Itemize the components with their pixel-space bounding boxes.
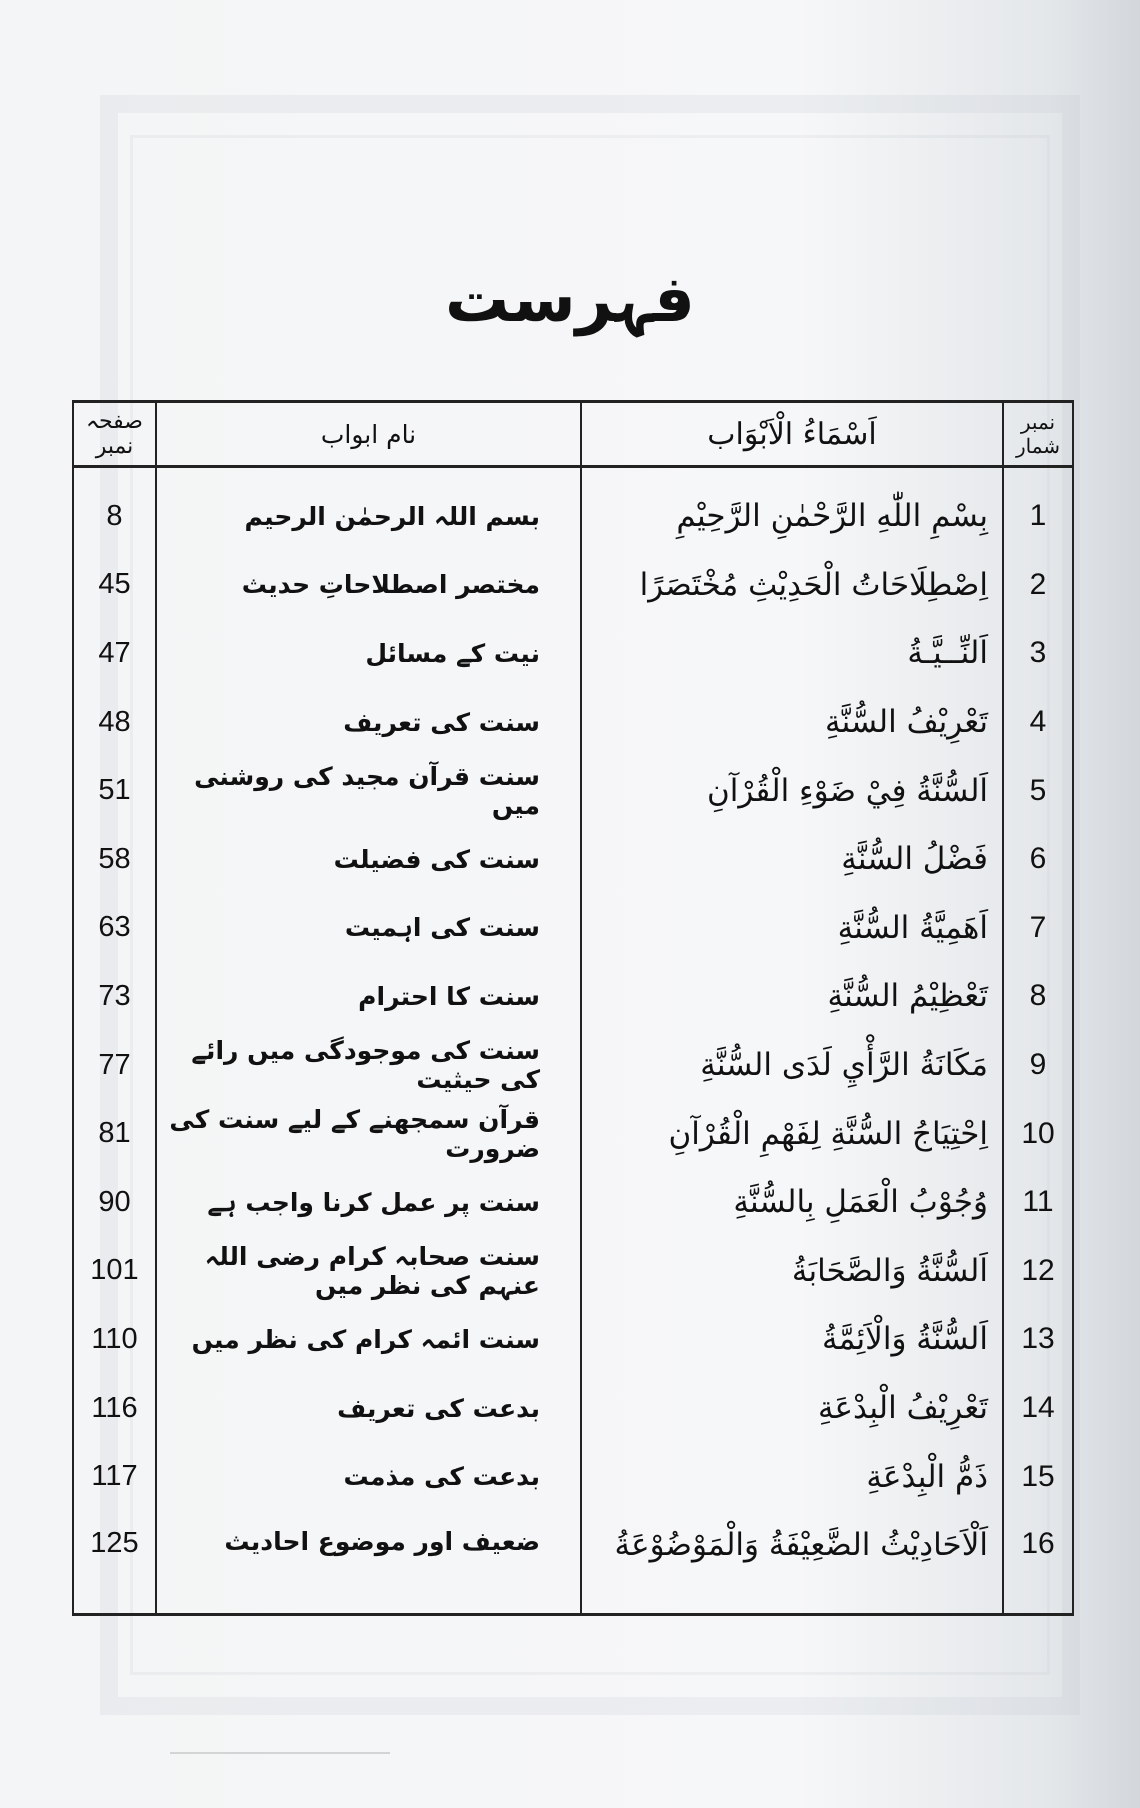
row-arabic-title: اَلنِّــيَّـةُ (581, 619, 1003, 688)
row-urdu-title: سنت صحابہ کرام رضی اللہ عنہم کی نظر میں (156, 1237, 581, 1306)
row-urdu-title: سنت کی فضیلت (156, 825, 581, 894)
table-row (73, 619, 1073, 688)
table-row (73, 962, 1073, 1031)
row-arabic-title: اَهَمِيَّةُ السُّنَّةِ (581, 894, 1003, 963)
table-body (73, 467, 1073, 1615)
row-page-number: 51 (73, 756, 156, 825)
row-page-number: 81 (73, 1099, 156, 1168)
page-title: فہرست (445, 263, 695, 337)
row-page-number: 90 (73, 1168, 156, 1237)
table-row (73, 1168, 1073, 1237)
table-row (73, 688, 1073, 757)
row-page-number: 47 (73, 619, 156, 688)
row-serial-number: 6 (1003, 825, 1073, 894)
row-urdu-title: سنت کا احترام (156, 962, 581, 1031)
row-serial-number: 9 (1003, 1031, 1073, 1100)
row-page-number: 63 (73, 894, 156, 963)
row-arabic-title: اِصْطِلَاحَاتُ الْحَدِيْثِ مُخْتَصَرًا (581, 551, 1003, 620)
row-urdu-title: سنت کی اہمیت (156, 894, 581, 963)
row-page-number: 58 (73, 825, 156, 894)
row-serial-number: 3 (1003, 619, 1073, 688)
row-arabic-title: ذَمُّ الْبِدْعَةِ (581, 1442, 1003, 1511)
table-row (73, 1031, 1073, 1100)
table-row (73, 467, 1073, 551)
row-serial-number: 11 (1003, 1168, 1073, 1237)
table-row (73, 1237, 1073, 1306)
row-page-number: 73 (73, 962, 156, 1031)
row-urdu-title: سنت پر عمل کرنا واجب ہے (156, 1168, 581, 1237)
row-page-number: 101 (73, 1237, 156, 1306)
row-arabic-title: وُجُوْبُ الْعَمَلِ بِالسُّنَّةِ (581, 1168, 1003, 1237)
row-serial-number: 12 (1003, 1237, 1073, 1306)
row-serial-number: 15 (1003, 1442, 1073, 1511)
row-serial-number: 13 (1003, 1305, 1073, 1374)
row-page-number: 116 (73, 1374, 156, 1443)
row-urdu-title: سنت کی تعریف (156, 688, 581, 757)
table-row (73, 1305, 1073, 1374)
row-page-number: 45 (73, 551, 156, 620)
row-serial-number: 16 (1003, 1511, 1073, 1615)
row-serial-number: 5 (1003, 756, 1073, 825)
row-serial-number: 1 (1003, 467, 1073, 551)
header-arabic-title: اَسْمَاءُ الْاَبْوَاب (581, 402, 1003, 467)
row-urdu-title: بدعت کی تعریف (156, 1374, 581, 1443)
contents-table (72, 400, 1074, 1616)
table-row (73, 1442, 1073, 1511)
row-arabic-title: فَضْلُ السُّنَّةِ (581, 825, 1003, 894)
scan-artifact-line (170, 1752, 390, 1754)
row-urdu-title: بسم اللہ الرحمٰن الرحیم (156, 467, 581, 551)
row-urdu-title: ضعیف اور موضوع احادیث (156, 1511, 581, 1615)
row-serial-number: 2 (1003, 551, 1073, 620)
row-page-number: 48 (73, 688, 156, 757)
row-urdu-title: مختصر اصطلاحاتِ حدیث (156, 551, 581, 620)
header-page-number: صفحہ نمبر (73, 402, 156, 467)
row-serial-number: 10 (1003, 1099, 1073, 1168)
row-arabic-title: اَلْاَحَادِيْثُ الضَّعِيْفَةُ وَالْمَوْضُوْعَةُ (581, 1511, 1003, 1615)
row-urdu-title: بدعت کی مذمت (156, 1442, 581, 1511)
header-urdu-title: نام ابواب (156, 402, 581, 467)
row-arabic-title: اَلسُّنَّةُ وَالْاَئِمَّةُ (581, 1305, 1003, 1374)
row-arabic-title: تَعْظِيْمُ السُّنَّةِ (581, 962, 1003, 1031)
table-row (73, 551, 1073, 620)
table-row (73, 894, 1073, 963)
row-arabic-title: بِسْمِ اللّٰهِ الرَّحْمٰنِ الرَّحِيْمِ (581, 467, 1003, 551)
row-arabic-title: اَلسُّنَّةُ وَالصَّحَابَةُ (581, 1237, 1003, 1306)
table-row (73, 1099, 1073, 1168)
row-page-number: 77 (73, 1031, 156, 1100)
row-urdu-title: نیت کے مسائل (156, 619, 581, 688)
row-page-number: 117 (73, 1442, 156, 1511)
header-serial-number: نمبر شمار (1003, 402, 1073, 467)
row-urdu-title: سنت ائمہ کرام کی نظر میں (156, 1305, 581, 1374)
row-serial-number: 14 (1003, 1374, 1073, 1443)
row-page-number: 8 (73, 467, 156, 551)
table-row (73, 1374, 1073, 1443)
row-serial-number: 8 (1003, 962, 1073, 1031)
row-serial-number: 4 (1003, 688, 1073, 757)
row-arabic-title: اَلسُّنَّةُ فِيْ ضَوْءِ الْقُرْآنِ (581, 756, 1003, 825)
row-urdu-title: سنت قرآن مجید کی روشنی میں (156, 756, 581, 825)
row-serial-number: 7 (1003, 894, 1073, 963)
row-arabic-title: اِحْتِيَاجُ السُّنَّةِ لِفَهْمِ الْقُرْآنِ (581, 1099, 1003, 1168)
row-arabic-title: تَعْرِيْفُ السُّنَّةِ (581, 688, 1003, 757)
row-arabic-title: تَعْرِيْفُ الْبِدْعَةِ (581, 1374, 1003, 1443)
table-row (73, 756, 1073, 825)
table-row (73, 1511, 1073, 1615)
table-header-row (73, 402, 1073, 467)
row-urdu-title: قرآن سمجھنے کے لیے سنت کی ضرورت (156, 1099, 581, 1168)
row-urdu-title: سنت کی موجودگی میں رائے کی حیثیت (156, 1031, 581, 1100)
table-row (73, 825, 1073, 894)
row-arabic-title: مَكَانَةُ الرَّأْيِ لَدَى السُّنَّةِ (581, 1031, 1003, 1100)
row-page-number: 125 (73, 1511, 156, 1615)
row-page-number: 110 (73, 1305, 156, 1374)
